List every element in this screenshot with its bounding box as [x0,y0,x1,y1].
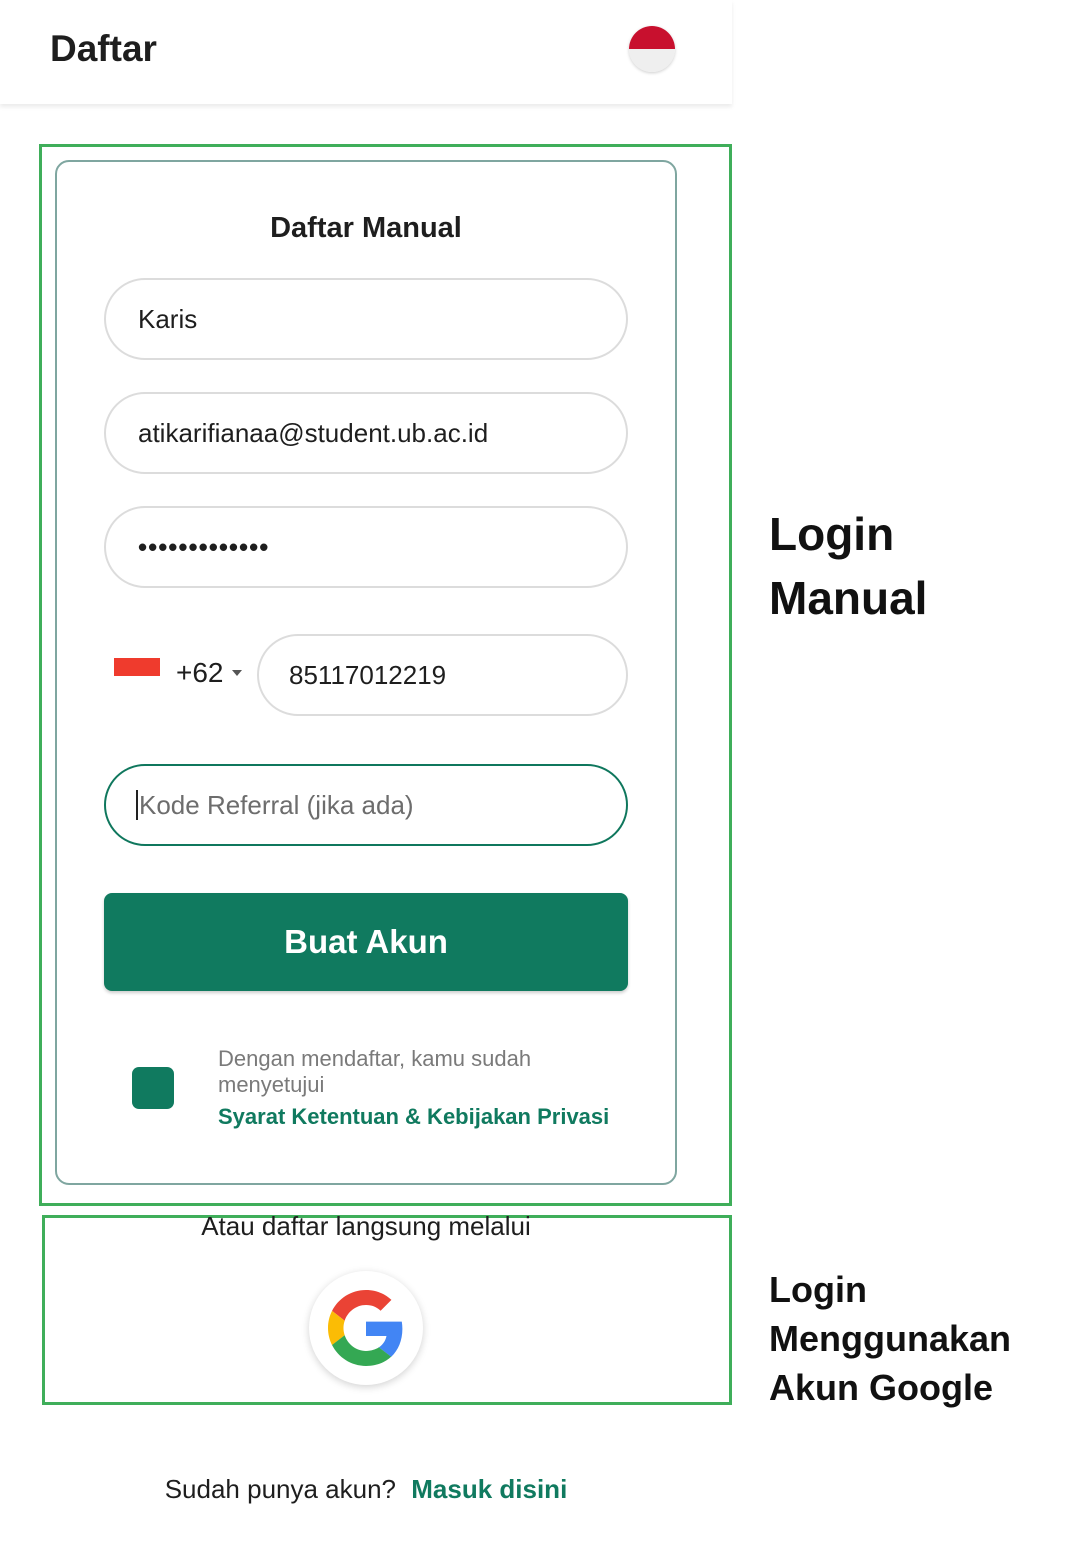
annotation-label-google [769,1265,1049,1412]
phone-field[interactable] [257,634,628,716]
or-register-text: Atau daftar langsung melalui [201,1211,531,1241]
name-field[interactable] [104,278,628,360]
annotation-google-text: Login Menggunakan Akun Google [769,1269,1012,1408]
email-value: atikarifianaa@student.ub.ac.id [138,417,489,448]
referral-placeholder: Kode Referral (jika ada) [139,789,414,820]
password-value: ••••••••••••• [138,531,270,562]
login-prompt [0,1474,732,1505]
create-account-button[interactable]: Buat Akun [104,893,628,991]
google-icon [328,1290,404,1366]
language-flag-icon[interactable] [629,26,675,72]
login-link[interactable]: Masuk disini [411,1474,568,1504]
page-title: Daftar [50,28,157,69]
password-field[interactable] [104,506,628,588]
flag-red-half [629,26,675,49]
name-value: Karis [138,303,198,334]
google-signin-button[interactable] [309,1271,423,1385]
country-code: +62 [176,657,224,688]
annotation-manual-text: Login Manual [769,508,928,624]
annotation-label-manual [769,502,969,630]
agree-text: Dengan mendaftar, kamu sudah menyetujui [218,1046,532,1097]
card-title: Daftar Manual [270,212,462,244]
country-code-selector[interactable] [114,648,254,698]
flag-white-half [629,49,675,72]
register-card [55,160,677,1185]
chevron-down-icon [232,670,242,676]
phone-value: 85117012219 [289,659,447,690]
email-field[interactable] [104,392,628,474]
indonesia-flag-icon [114,658,160,676]
login-question: Sudah punya akun? [164,1474,397,1504]
app-bar [0,0,732,104]
agree-checkbox[interactable] [132,1067,174,1109]
referral-field[interactable] [104,764,628,846]
terms-link[interactable]: Syarat Ketentuan & Kebijakan Privasi [218,1104,610,1129]
text-cursor [136,790,138,820]
